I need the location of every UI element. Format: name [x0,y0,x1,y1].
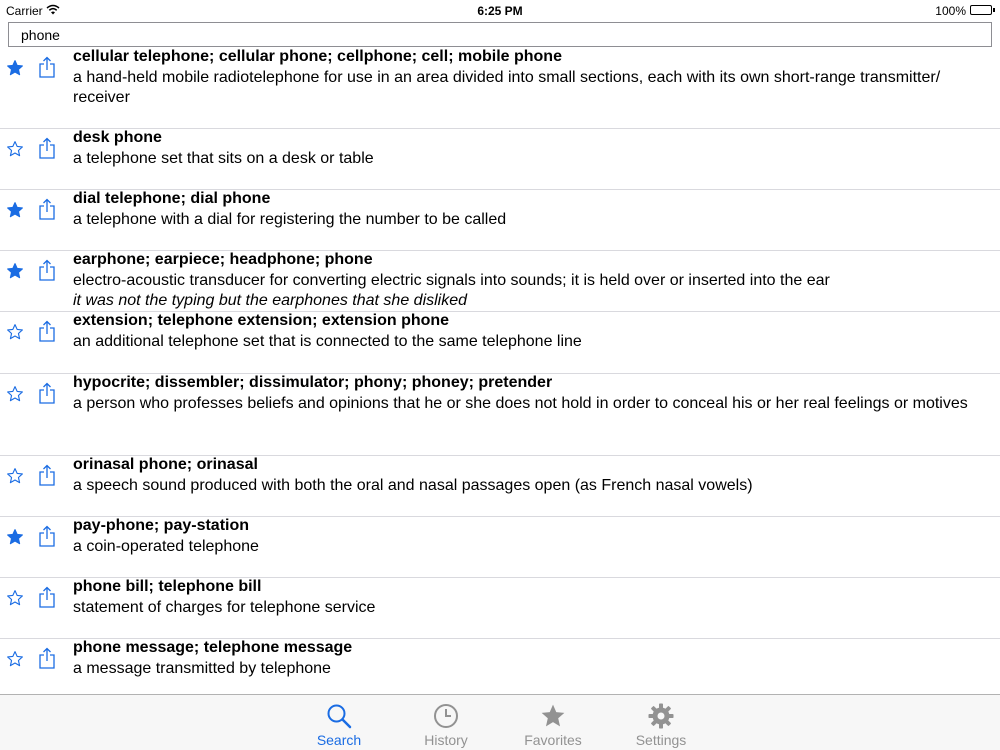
search-field[interactable] [8,22,992,47]
result-row[interactable] [0,190,1000,251]
entry-definition: a telephone with a dial for registering the number to be called [73,210,507,228]
entry-text [73,189,994,230]
entry-definition: statement of charges for telephone service [73,598,376,616]
result-row[interactable] [0,251,1000,312]
entry-definition: a message transmitted by telephone [73,659,331,677]
favorite-star-outline-icon[interactable] [6,385,24,403]
entry-text [73,638,994,679]
result-row[interactable] [0,456,1000,517]
tab-label: Search [316,732,362,748]
entry-text [73,48,994,109]
entry-text [73,373,994,414]
battery-icon [970,5,992,15]
share-icon[interactable] [38,320,56,342]
entry-definition: a coin-operated telephone [73,537,259,555]
battery-percent: 100% [935,4,966,18]
entry-term: pay-phone; pay-station [73,517,250,534]
carrier-label: Carrier [6,4,43,18]
entry-term: orinasal phone; orinasal [73,456,258,473]
result-row[interactable] [0,517,1000,578]
share-icon[interactable] [38,137,56,159]
share-icon[interactable] [38,464,56,486]
favorite-star-outline-icon[interactable] [6,650,24,668]
entry-term: earphone; earpiece; headphone; phone [73,251,373,268]
entry-text [73,128,994,169]
share-icon[interactable] [38,198,56,220]
entry-term: phone bill; telephone bill [73,578,262,595]
entry-term: desk phone [73,129,162,146]
tab-favorites[interactable] [500,695,606,750]
favorite-star-outline-icon[interactable] [6,323,24,341]
result-row[interactable] [0,639,1000,694]
status-time: 6:25 PM [477,4,523,18]
entry-term: cellular telephone; cellular phone; cellphone; cell; mobile phone [73,48,562,65]
result-row[interactable] [0,48,1000,129]
entry-text [73,516,994,557]
entry-definition: a person who professes beliefs and opinions that he or she does not hold in order to conceal his or her real feelings or motives [73,394,968,412]
tab-history[interactable] [393,695,499,750]
entry-definition: electro-acoustic transducer for converting electric signals into sounds; it is held over or inserted into the ear [73,271,830,289]
tab-label: Favorites [524,732,582,748]
share-icon[interactable] [38,525,56,547]
entry-example: it was not the typing but the earphones that she disliked [73,292,468,309]
entry-definition: a telephone set that sits on a desk or table [73,149,374,167]
entry-text [73,577,994,618]
result-row[interactable] [0,578,1000,639]
entry-text [73,250,994,312]
entry-term: phone message; telephone message [73,639,353,656]
entry-text [73,311,994,352]
favorite-star-filled-icon[interactable] [6,201,24,219]
entry-definition: a speech sound produced with both the oral and nasal passages open (as French nasal vowels) [73,476,753,494]
share-icon[interactable] [38,586,56,608]
entry-term: extension; telephone extension; extension phone [73,312,450,329]
share-icon[interactable] [38,56,56,78]
favorite-star-outline-icon[interactable] [6,589,24,607]
tab-search[interactable] [286,695,392,750]
status-bar [0,0,1000,20]
tab-settings[interactable] [608,695,714,750]
share-icon[interactable] [38,382,56,404]
entry-definition: an additional telephone set that is connected to the same telephone line [73,332,582,350]
results-list [0,48,1000,694]
entry-definition: a hand-held mobile radiotelephone for use in an area divided into small sections, each with its own short-range transmitter/ receiver [73,68,941,106]
entry-term: dial telephone; dial phone [73,190,271,207]
search-input[interactable] [9,23,991,46]
result-row[interactable] [0,374,1000,456]
favorite-star-filled-icon[interactable] [6,262,24,280]
favorite-star-outline-icon[interactable] [6,467,24,485]
result-row[interactable] [0,312,1000,374]
favorite-star-filled-icon[interactable] [6,59,24,77]
favorite-star-filled-icon[interactable] [6,528,24,546]
tab-label: Settings [635,732,687,748]
favorite-star-outline-icon[interactable] [6,140,24,158]
tab-label: History [424,732,468,748]
share-icon[interactable] [38,259,56,281]
entry-term: hypocrite; dissembler; dissimulator; phony; phoney; pretender [73,374,553,391]
entry-text [73,455,994,496]
result-row[interactable] [0,129,1000,190]
share-icon[interactable] [38,647,56,669]
tab-bar [0,694,1000,750]
